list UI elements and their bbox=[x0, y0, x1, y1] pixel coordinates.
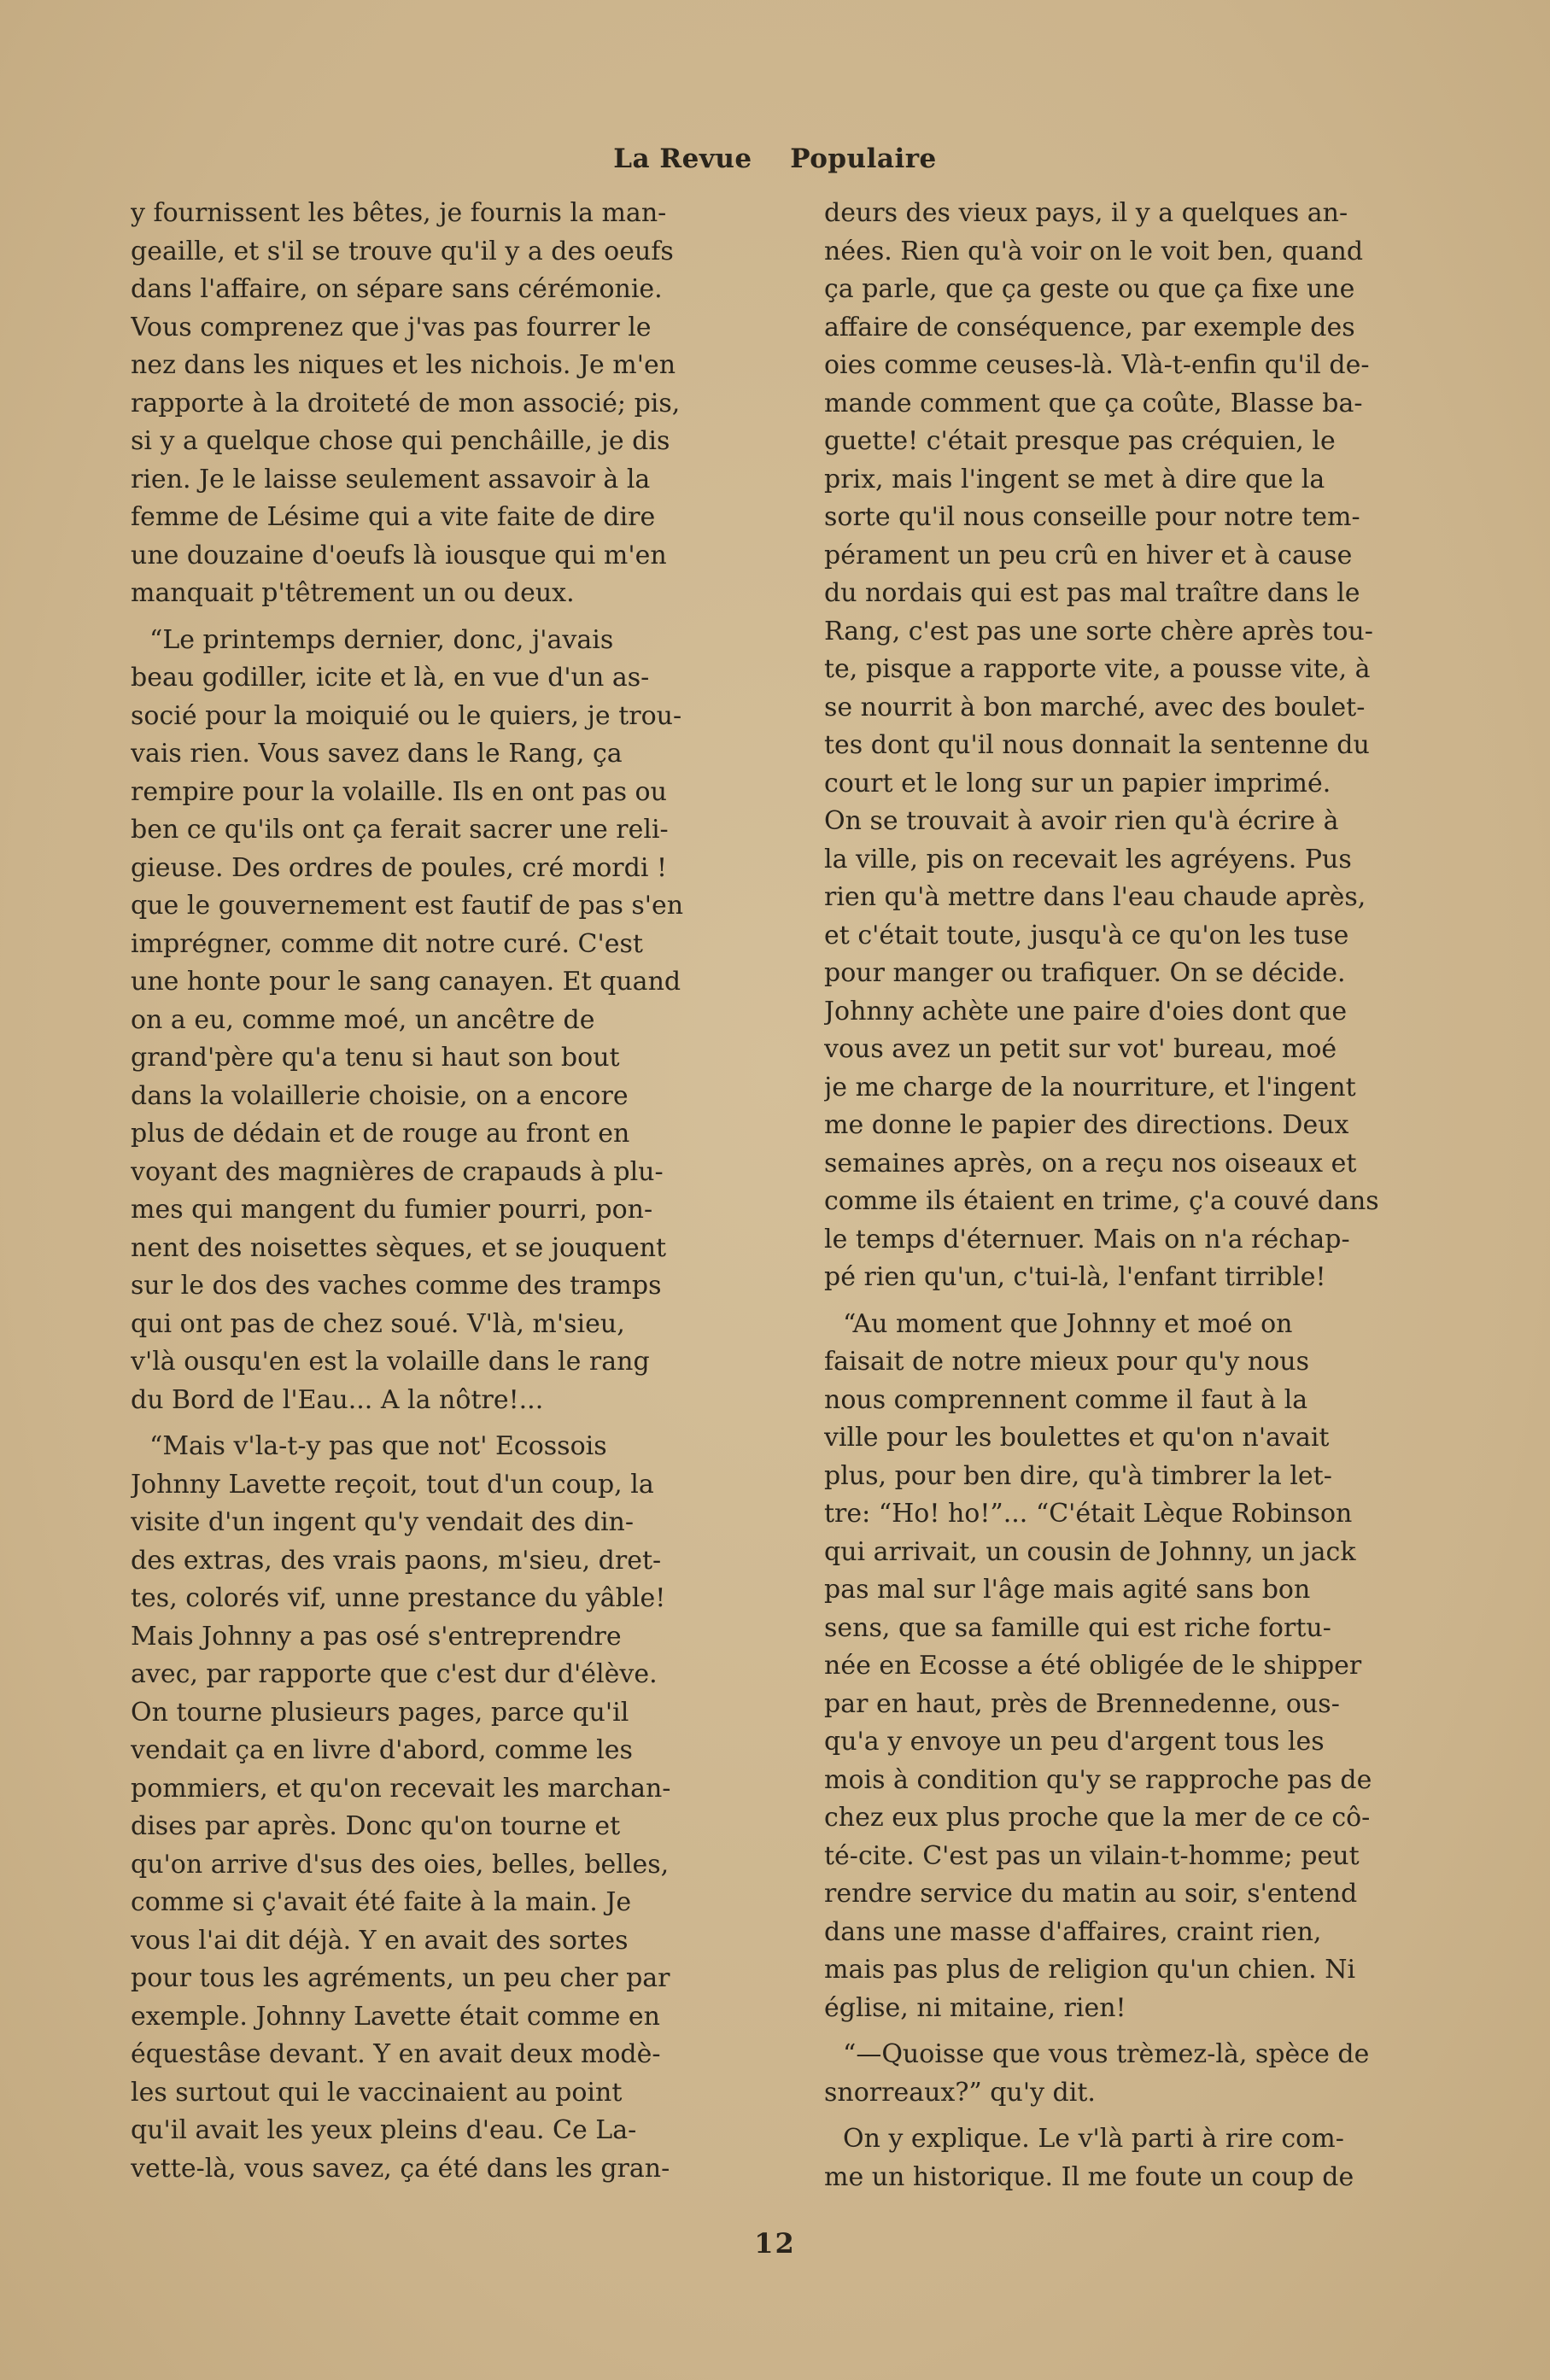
text-line: manquait p'têtrement un ou deux. bbox=[131, 578, 575, 608]
text-line: imprégner, comme dit notre curé. C'est bbox=[131, 928, 643, 959]
text-line: vais rien. Vous savez dans le Rang, ça bbox=[131, 739, 623, 769]
text-line: sens, que sa famille qui est riche fortu- bbox=[824, 1612, 1331, 1643]
text-line: vous avez un petit sur vot' bureau, moé bbox=[824, 1034, 1337, 1064]
text-line: qui arrivait, un cousin de Johnny, un jack bbox=[824, 1536, 1356, 1567]
text-line: tre: “Ho! ho!”... “C'était Lèque Robinson bbox=[824, 1499, 1353, 1529]
text-line: vette-là, vous savez, ça été dans les gran- bbox=[131, 2153, 670, 2184]
text-line: et c'était toute, jusqu'à ce qu'on les tuse bbox=[824, 920, 1349, 950]
text-line: nent des noisettes sèques, et se jouquent bbox=[131, 1232, 667, 1263]
left-column bbox=[131, 195, 780, 2188]
page-number: 12 bbox=[754, 2227, 796, 2260]
text-line: “Mais v'la-t-y pas que not' Ecossois bbox=[149, 1431, 607, 1461]
text-line: geaille, et s'il se trouve qu'il y a des oeufs bbox=[131, 236, 674, 266]
text-line: pas mal sur l'âge mais agité sans bon bbox=[824, 1575, 1311, 1605]
text-line: ben ce qu'ils ont ça ferait sacrer une reli- bbox=[131, 815, 669, 845]
text-line: “Au moment que Johnny et moé on bbox=[843, 1308, 1293, 1339]
text-line: pour manger ou trafiquer. On se décide. bbox=[824, 958, 1346, 988]
text-line: plus de dédain et de rouge au front en bbox=[131, 1119, 630, 1149]
text-line: par en haut, près de Brennedenne, ous- bbox=[824, 1688, 1340, 1719]
text-line: Johnny Lavette reçoit, tout d'un coup, la bbox=[131, 1469, 654, 1500]
text-line: du Bord de l'Eau... A la nôtre!... bbox=[131, 1384, 544, 1415]
text-line: le temps d'éternuer. Mais on n'a réchap- bbox=[824, 1224, 1350, 1254]
text-line: oies comme ceuses-là. Vlà-t-enfin qu'il de- bbox=[824, 350, 1370, 380]
text-line: voyant des magnières de crapauds à plu- bbox=[131, 1156, 664, 1187]
text-line: vendait ça en livre d'abord, comme les bbox=[131, 1735, 633, 1765]
text-line: Rang, c'est pas une sorte chère après tou- bbox=[824, 616, 1373, 646]
text-line: ça parle, que ça geste ou que ça fixe une bbox=[824, 274, 1355, 304]
text-line: comme si ç'avait été faite à la main. Je bbox=[131, 1887, 632, 1917]
text-line: femme de Lésime qui a vite faite de dire bbox=[131, 502, 656, 532]
text-line: mes qui mangent du fumier pourri, pon- bbox=[131, 1195, 653, 1225]
text-line: si y a quelque chose qui penchâille, je dis bbox=[131, 426, 670, 456]
text-line: nées. Rien qu'à voir on le voit ben, quand bbox=[824, 236, 1364, 266]
text-line: dans une masse d'affaires, craint rien, bbox=[824, 1916, 1322, 1947]
text-line: une honte pour le sang canayen. Et quand bbox=[131, 967, 681, 997]
text-line: rapporte à la droiteté de mon associé; pis, bbox=[131, 388, 681, 418]
text-line: sorte qu'il nous conseille pour notre tem- bbox=[824, 502, 1360, 532]
text-line: grand'père qu'a tenu si haut son bout bbox=[131, 1043, 620, 1073]
text-line: que le gouvernement est fautif de pas s'en bbox=[131, 891, 684, 921]
text-line: les surtout qui le vaccinaient au point bbox=[131, 2077, 623, 2108]
text-line: Johnny achète une paire d'oies dont que bbox=[824, 996, 1348, 1026]
text-line: rendre service du matin au soir, s'entend bbox=[824, 1879, 1358, 1909]
text-line: Mais Johnny a pas osé s'entreprendre bbox=[131, 1621, 622, 1652]
text-line: socié pour la moiquié ou le quiers, je trou- bbox=[131, 700, 682, 731]
text-line: la ville, pis on recevait les agréyens. Pus bbox=[824, 844, 1352, 874]
text-line: dises par après. Donc qu'on tourne et bbox=[131, 1811, 621, 1841]
text-line: comme ils étaient en trime, ç'a couvé dans bbox=[824, 1186, 1379, 1216]
running-head-left: La Revue bbox=[613, 143, 752, 174]
text-line: une douzaine d'oeufs là iousque qui m'en bbox=[131, 540, 667, 570]
text-line: me un historique. Il me foute un coup de bbox=[824, 2161, 1354, 2192]
text-line: prix, mais l'ingent se met à dire que la bbox=[824, 464, 1325, 494]
text-line: Vous comprenez que j'vas pas fourrer le bbox=[131, 312, 652, 342]
text-line: dans l'affaire, on sépare sans cérémonie. bbox=[131, 274, 663, 304]
text-line: rempire pour la volaille. Ils en ont pas ou bbox=[131, 776, 667, 807]
text-line: v'là ousqu'en est la volaille dans le rang bbox=[131, 1347, 650, 1377]
text-line: rien qu'à mettre dans l'eau chaude après, bbox=[824, 882, 1366, 912]
text-line: ville pour les boulettes et qu'on n'avait bbox=[824, 1423, 1330, 1453]
text-line: vous l'ai dit déjà. Y en avait des sortes bbox=[131, 1925, 629, 1956]
text-line: qui ont pas de chez soué. V'là, m'sieu, bbox=[131, 1308, 625, 1339]
text-line: On se trouvait à avoir rien qu'à écrire à bbox=[824, 806, 1339, 836]
text-line: tes dont qu'il nous donnait la sentenne du bbox=[824, 730, 1370, 760]
text-line: deurs des vieux pays, il y a quelques an- bbox=[824, 198, 1348, 228]
text-line: semaines après, on a reçu nos oiseaux et bbox=[824, 1148, 1357, 1178]
text-line: rien. Je le laisse seulement assavoir à la bbox=[131, 464, 651, 494]
text-line: se nourrit à bon marché, avec des boulet- bbox=[824, 692, 1366, 722]
text-line: chez eux plus proche que la mer de ce cô- bbox=[824, 1803, 1371, 1833]
text-line: On tourne plusieurs pages, parce qu'il bbox=[131, 1697, 629, 1728]
text-line: dans la volaillerie choisie, on a encore bbox=[131, 1080, 629, 1111]
text-line: du nordais qui est pas mal traître dans le bbox=[824, 578, 1360, 608]
text-line: nez dans les niques et les nichois. Je m'en bbox=[131, 350, 676, 380]
text-line: exemple. Johnny Lavette était comme en bbox=[131, 2001, 660, 2032]
text-line: mais pas plus de religion qu'un chien. Ni bbox=[824, 1955, 1356, 1985]
text-line: court et le long sur un papier imprimé. bbox=[824, 768, 1331, 798]
text-line: qu'on arrive d'sus des oies, belles, belles, bbox=[131, 1849, 670, 1880]
text-line: té-cite. C'est pas un vilain-t-homme; peut bbox=[824, 1840, 1360, 1871]
text-line: visite d'un ingent qu'y vendait des din- bbox=[131, 1507, 634, 1537]
text-line: des extras, des vrais paons, m'sieu, dret- bbox=[131, 1545, 662, 1576]
text-line: je me charge de la nourriture, et l'ingent bbox=[824, 1072, 1356, 1102]
text-line: gieuse. Des ordres de poules, cré mordi ! bbox=[131, 852, 668, 883]
running-head bbox=[0, 143, 1550, 174]
right-column bbox=[824, 195, 1477, 2196]
text-line: église, ni mitaine, rien! bbox=[824, 1992, 1126, 2023]
text-line: née en Ecosse a été obligée de le shipper bbox=[824, 1651, 1362, 1681]
text-line: beau godiller, icite et là, en vue d'un as- bbox=[131, 663, 650, 693]
text-line: qu'il avait les yeux pleins d'eau. Ce La- bbox=[131, 2115, 637, 2145]
text-line: guette! c'était presque pas créquien, le bbox=[824, 426, 1336, 456]
text-line: pé rien qu'un, c'tui-là, l'enfant tirrible! bbox=[824, 1262, 1326, 1292]
text-line: “—Quoisse que vous trèmez-là, spèce de bbox=[843, 2039, 1370, 2069]
text-line: sur le dos des vaches comme des tramps bbox=[131, 1271, 662, 1301]
text-line: plus, pour ben dire, qu'à timbrer la let- bbox=[824, 1460, 1332, 1491]
text-line: y fournissent les bêtes, je fournis la man- bbox=[131, 198, 667, 228]
text-line: pérament un peu crû en hiver et à cause bbox=[824, 540, 1353, 570]
text-line: nous comprennent comme il faut à la bbox=[824, 1384, 1308, 1415]
text-line: mande comment que ça coûte, Blasse ba- bbox=[824, 388, 1363, 418]
text-line: équestâse devant. Y en avait deux modè- bbox=[131, 2039, 661, 2069]
text-line: snorreaux?” qu'y dit. bbox=[824, 2077, 1096, 2108]
text-line: faisait de notre mieux pour qu'y nous bbox=[824, 1347, 1310, 1377]
text-line: qu'a y envoye un peu d'argent tous les bbox=[824, 1727, 1325, 1757]
text-line: te, pisque a rapporte vite, a pousse vite, à bbox=[824, 654, 1371, 684]
text-line: pour tous les agréments, un peu cher par bbox=[131, 1963, 670, 1993]
text-line: mois à condition qu'y se rapproche pas de bbox=[824, 1764, 1372, 1795]
text-line: pommiers, et qu'on recevait les marchan- bbox=[131, 1773, 671, 1804]
text-line: on a eu, comme moé, un ancêtre de bbox=[131, 1004, 595, 1035]
text-line: me donne le papier des directions. Deux bbox=[824, 1110, 1349, 1140]
text-line: “Le printemps dernier, donc, j'avais bbox=[149, 624, 614, 655]
text-line: tes, colorés vif, unne prestance du yâble! bbox=[131, 1583, 666, 1613]
text-line: affaire de conséquence, par exemple des bbox=[824, 312, 1355, 342]
text-line: avec, par rapporte que c'est dur d'élève. bbox=[131, 1659, 658, 1689]
running-head-right: Populaire bbox=[790, 143, 937, 174]
text-line: On y explique. Le v'là parti à rire com- bbox=[843, 2124, 1344, 2154]
